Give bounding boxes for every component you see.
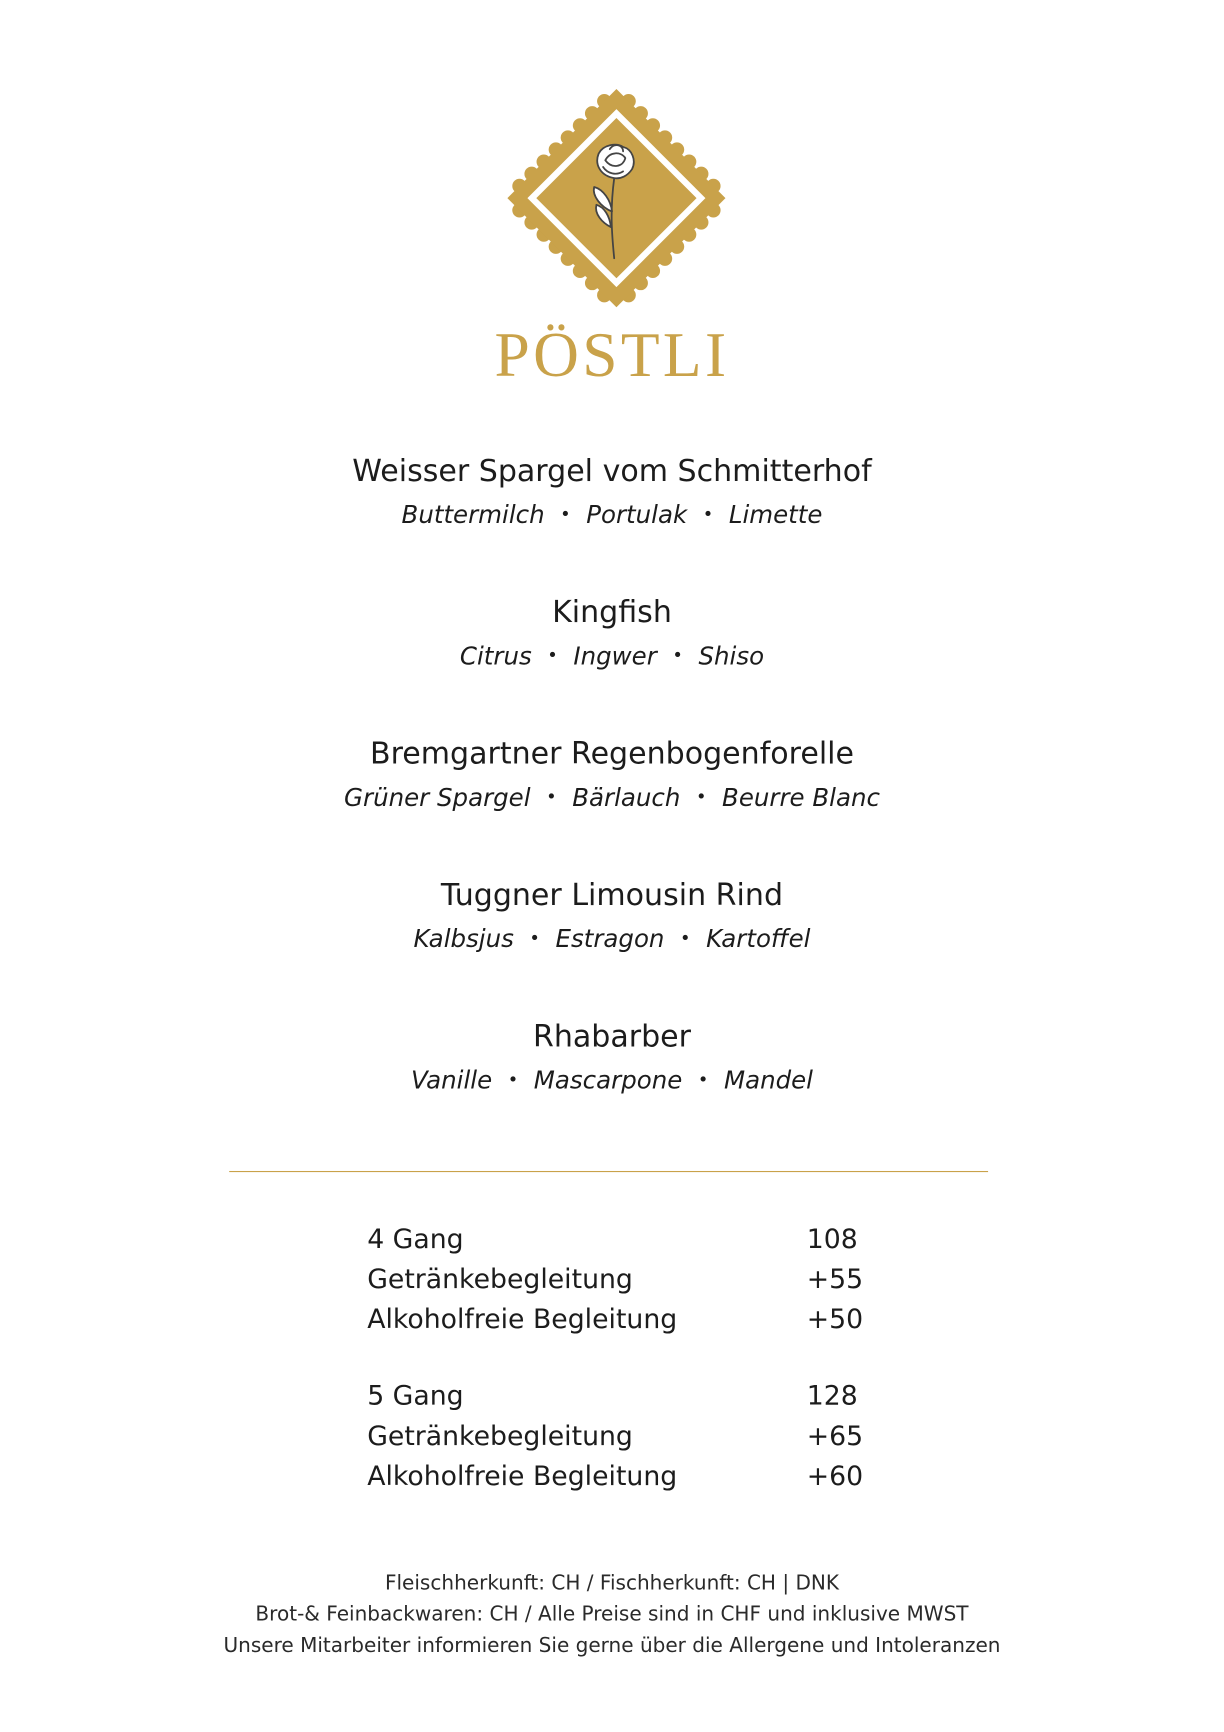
separator-dot: • [695,785,707,807]
price-value: 108 [806,1223,858,1255]
course-side: Grüner Spargel [344,784,531,813]
course-item [0,878,1224,956]
rose-stamp-icon [498,80,734,316]
course-side: Limette [728,502,823,530]
course-side: Mandel [723,1067,814,1096]
footer-line-prices: Brot-& Feinbackwaren: CH / Alle Preise sind in CHF und inklusive MWST [255,1602,969,1627]
price-value: 128 [806,1380,858,1412]
footer-line-origin: Fleischherkunft: CH / Fischherkunft: CH | DNK [384,1571,840,1596]
course-title: Rhabarber [532,1019,692,1055]
separator-dot: • [560,503,571,525]
course-item [0,454,1224,532]
footer-notes [0,1568,1224,1662]
course-title: Weisser Spargel vom Schmitterhof [352,454,872,489]
price-group [367,1376,890,1496]
price-row [367,1259,890,1299]
price-label: Alkoholfreie Begleitung [367,1460,678,1492]
course-side: Citrus [459,643,532,672]
price-value: +60 [806,1460,864,1492]
course-item [0,596,1224,674]
course-sides [0,640,1224,673]
separator-dot: • [672,644,683,666]
course-item [0,1020,1224,1098]
price-row [367,1219,890,1259]
course-title: Tuggner Limousin Rind [440,878,784,913]
course-item [0,737,1224,815]
price-label: Getränkebegleitung [367,1263,633,1295]
course-sides [0,499,1224,532]
course-side: Bärlauch [572,784,681,813]
price-label: Getränkebegleitung [367,1420,633,1452]
course-side: Buttermilch [401,502,545,530]
price-label: 4 Gang [367,1223,464,1255]
divider-line [229,1171,988,1172]
separator-dot: • [507,1068,519,1090]
separator-dot: • [680,927,691,949]
price-row [367,1416,890,1456]
course-side: Vanille [410,1067,493,1096]
course-side: Ingwer [573,643,657,672]
course-side: Shiso [698,643,765,672]
price-value: +65 [806,1420,864,1452]
separator-dot: • [697,1068,709,1090]
course-sides [0,1064,1224,1097]
price-row [367,1456,890,1496]
course-side: Estragon [555,926,665,954]
price-label: Alkoholfreie Begleitung [367,1303,678,1335]
price-row [367,1376,890,1416]
course-side: Portulak [586,502,688,530]
course-side: Kartoffel [706,926,811,954]
price-value: +50 [806,1303,864,1335]
separator-dot: • [547,644,558,666]
course-side: Beurre Blanc [722,784,880,813]
price-row [367,1299,890,1339]
course-side: Kalbsjus [413,926,514,954]
course-sides [0,923,1224,956]
separator-dot: • [529,927,540,949]
footer-line-allergens: Unsere Mitarbeiter informieren Sie gerne über die Allergene und Intoleranzen [223,1634,1001,1658]
separator-dot: • [546,785,557,807]
price-label: 5 Gang [367,1380,464,1412]
price-value: +55 [806,1263,864,1295]
course-side: Mascarpone [533,1067,683,1096]
separator-dot: • [702,503,714,525]
course-title: Bremgartner Regenbogenforelle [369,736,855,772]
brand-name: PÖSTLI [494,320,730,391]
price-group [367,1219,890,1339]
course-sides [0,781,1224,814]
course-title: Kingfish [552,595,672,631]
